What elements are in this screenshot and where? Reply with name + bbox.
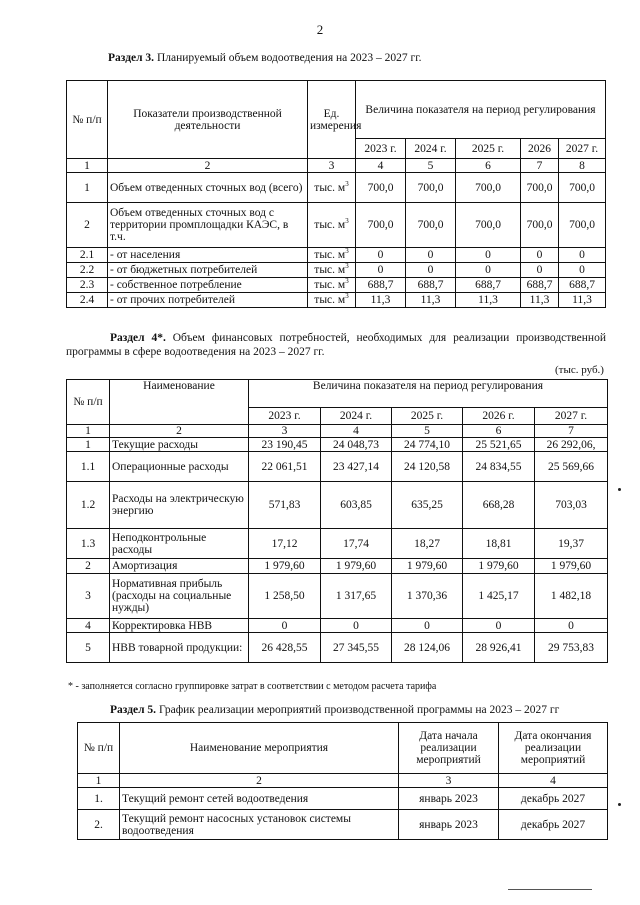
s4-year: 2024 г.: [321, 408, 392, 425]
row-name: Текущие расходы: [110, 438, 249, 452]
row-value: 0: [249, 619, 321, 633]
row-number: 1.: [78, 788, 120, 810]
s4-col-index: 5: [392, 425, 463, 438]
s4-col-index: 6: [463, 425, 535, 438]
row-value: 688,7: [356, 278, 406, 293]
row-number: 1.3: [67, 529, 110, 559]
row-value: 25 569,66: [535, 452, 608, 482]
table-row: [67, 438, 608, 452]
row-value: 17,74: [321, 529, 392, 559]
table-row: [67, 278, 606, 293]
s5-col-index: 2: [120, 774, 399, 788]
row-value: 0: [321, 619, 392, 633]
row-value: 11,3: [406, 293, 456, 308]
s4-col-index: 3: [249, 425, 321, 438]
s3-year: 2027 г.: [559, 139, 606, 159]
row-number: 2.1: [67, 248, 108, 263]
row-number: 4: [67, 619, 110, 633]
s3-col-index: 4: [356, 159, 406, 173]
table-row: [67, 619, 608, 633]
row-value: 28 926,41: [463, 633, 535, 663]
unit-sup: 3: [345, 217, 349, 226]
row-number: 5: [67, 633, 110, 663]
row-value: 688,7: [521, 278, 559, 293]
row-value: 700,0: [456, 173, 521, 203]
s4-col-index: 4: [321, 425, 392, 438]
s5-col-index: 4: [499, 774, 608, 788]
row-value: 0: [406, 248, 456, 263]
row-name: - от населения: [108, 248, 308, 263]
unit-text: тыс. м: [314, 219, 346, 231]
table-row: [67, 482, 608, 529]
row-value: 603,85: [321, 482, 392, 529]
s3-header-value: Величина показателя на период регулирования: [356, 81, 606, 139]
row-value: 28 124,06: [392, 633, 463, 663]
row-number: 2: [67, 559, 110, 574]
row-value: 635,25: [392, 482, 463, 529]
row-unit: [308, 293, 356, 308]
row-value: 0: [456, 263, 521, 278]
row-name: - от бюджетных потребителей: [108, 263, 308, 278]
row-value: 700,0: [356, 203, 406, 248]
row-value: 0: [392, 619, 463, 633]
s3-header-unit: Ед. измерения: [308, 81, 356, 159]
row-value: 1 979,60: [249, 559, 321, 574]
row-start: январь 2023: [399, 788, 499, 810]
row-value: 1 979,60: [392, 559, 463, 574]
row-value: 700,0: [559, 173, 606, 203]
row-value: 1 482,18: [535, 574, 608, 619]
row-value: 700,0: [521, 203, 559, 248]
row-number: 1: [67, 173, 108, 203]
row-value: 17,12: [249, 529, 321, 559]
table-row: [67, 452, 608, 482]
table-row: [67, 574, 608, 619]
s3-col-index: 6: [456, 159, 521, 173]
row-end: декабрь 2027: [499, 788, 608, 810]
row-value: 0: [559, 248, 606, 263]
s3-year: 2024 г.: [406, 139, 456, 159]
s5-header-num: № п/п: [78, 723, 120, 774]
row-name: Объем отведенных сточных вод (всего): [108, 173, 308, 203]
row-value: 0: [463, 619, 535, 633]
unit-sup: 3: [345, 277, 349, 286]
s3-col-index: 7: [521, 159, 559, 173]
s3-col-index: 5: [406, 159, 456, 173]
s3-col-index: 2: [108, 159, 308, 173]
s3-col-index: 3: [308, 159, 356, 173]
row-name: НВВ товарной продукции:: [110, 633, 249, 663]
scan-speck: [618, 488, 621, 491]
scan-line: [508, 889, 592, 890]
row-value: 1 258,50: [249, 574, 321, 619]
s4-col-index: 2: [110, 425, 249, 438]
unit-text: тыс. м: [314, 249, 346, 261]
section-3-title-bold: Раздел 3.: [108, 52, 155, 64]
s4-header-num: № п/п: [67, 380, 110, 425]
row-name: Текущий ремонт сетей водоотведения: [120, 788, 399, 810]
row-name: Объем отведенных сточных вод с территории промплощадки КАЭС, в т.ч.: [108, 203, 308, 248]
row-end: декабрь 2027: [499, 810, 608, 840]
row-number: 3: [67, 574, 110, 619]
row-value: 703,03: [535, 482, 608, 529]
s4-header-name: Наименование: [110, 380, 249, 425]
s3-header-indicator: Показатели производственной деятельности: [108, 81, 308, 159]
row-value: 27 345,55: [321, 633, 392, 663]
unit-sup: 3: [345, 292, 349, 301]
s3-year: 2026: [521, 139, 559, 159]
unit-sup: 3: [345, 179, 349, 188]
row-value: 1 979,60: [321, 559, 392, 574]
row-value: 1 370,36: [392, 574, 463, 619]
row-value: 0: [356, 263, 406, 278]
row-value: 700,0: [356, 173, 406, 203]
row-value: 23 427,14: [321, 452, 392, 482]
section-5-title-text: График реализации мероприятий производственной программы на 2023 – 2027 гг: [156, 704, 560, 716]
s4-col-index: 1: [67, 425, 110, 438]
s5-header-start: Дата начала реализации мероприятий: [399, 723, 499, 774]
row-value: 26 292,06,: [535, 438, 608, 452]
row-value: 25 521,65: [463, 438, 535, 452]
table-row: [78, 810, 608, 840]
section-5-table: [77, 722, 608, 840]
s5-header-end: Дата окончания реализации мероприятий: [499, 723, 608, 774]
row-name: Корректировка НВВ: [110, 619, 249, 633]
row-number: 2.2: [67, 263, 108, 278]
s4-year: 2023 г.: [249, 408, 321, 425]
row-value: 11,3: [521, 293, 559, 308]
row-value: 24 834,55: [463, 452, 535, 482]
row-number: 2: [67, 203, 108, 248]
row-unit: [308, 203, 356, 248]
unit-text: тыс. м: [314, 294, 346, 306]
row-name: Операционные расходы: [110, 452, 249, 482]
s3-year: 2023 г.: [356, 139, 406, 159]
row-value: 0: [535, 619, 608, 633]
table-row: [67, 263, 606, 278]
row-value: 688,7: [456, 278, 521, 293]
unit-text: тыс. м: [314, 279, 346, 291]
row-value: 11,3: [559, 293, 606, 308]
table-row: [67, 203, 606, 248]
s3-year: 2025 г.: [456, 139, 521, 159]
row-value: 23 190,45: [249, 438, 321, 452]
section-4-title: [66, 331, 606, 359]
s4-year: 2025 г.: [392, 408, 463, 425]
row-value: 0: [356, 248, 406, 263]
row-value: 571,83: [249, 482, 321, 529]
row-value: 700,0: [521, 173, 559, 203]
row-value: 0: [406, 263, 456, 278]
unit-text: тыс. м: [314, 181, 346, 194]
row-unit: [308, 263, 356, 278]
units-note: (тыс. руб.): [555, 364, 604, 376]
row-number: 1: [67, 438, 110, 452]
row-value: 1 425,17: [463, 574, 535, 619]
table-row: [67, 529, 608, 559]
table-row: [67, 559, 608, 574]
row-unit: [308, 248, 356, 263]
footnote: * - заполняется согласно группировке затрат в соответствии с методом расчета тарифа: [68, 681, 437, 692]
s5-header-name: Наименование мероприятия: [120, 723, 399, 774]
row-value: 19,37: [535, 529, 608, 559]
row-name: Неподконтрольные расходы: [110, 529, 249, 559]
row-value: 18,27: [392, 529, 463, 559]
row-value: 688,7: [559, 278, 606, 293]
section-4-title-bold: Раздел 4*.: [110, 332, 166, 344]
row-value: 1 979,60: [463, 559, 535, 574]
row-start: январь 2023: [399, 810, 499, 840]
row-value: 1 317,65: [321, 574, 392, 619]
section-3-title: [108, 51, 608, 65]
row-value: 0: [521, 263, 559, 278]
table-row: [67, 633, 608, 663]
table-row: [67, 293, 606, 308]
row-value: 11,3: [356, 293, 406, 308]
row-value: 700,0: [559, 203, 606, 248]
row-unit: [308, 278, 356, 293]
table-row: [67, 173, 606, 203]
row-name: Амортизация: [110, 559, 249, 574]
row-value: 18,81: [463, 529, 535, 559]
scan-speck: [618, 803, 621, 806]
page-number: 2: [316, 22, 324, 37]
row-number: 2.3: [67, 278, 108, 293]
section-5-title-bold: Раздел 5.: [110, 704, 157, 716]
section-4-table: [66, 379, 608, 663]
row-value: 0: [521, 248, 559, 263]
row-number: 2.4: [67, 293, 108, 308]
s4-header-value: Величина показателя на период регулирования: [249, 380, 608, 408]
row-unit: [308, 173, 356, 203]
row-value: 11,3: [456, 293, 521, 308]
s4-year: 2026 г.: [463, 408, 535, 425]
row-value: 700,0: [456, 203, 521, 248]
row-name: Нормативная прибыль (расходы на социальные нужды): [110, 574, 249, 619]
row-number: 1.2: [67, 482, 110, 529]
row-number: 2.: [78, 810, 120, 840]
section-5-title: [110, 703, 610, 717]
row-value: 26 428,55: [249, 633, 321, 663]
row-value: 24 120,58: [392, 452, 463, 482]
s5-col-index: 1: [78, 774, 120, 788]
s5-col-index: 3: [399, 774, 499, 788]
row-number: 1.1: [67, 452, 110, 482]
unit-sup: 3: [345, 247, 349, 256]
row-value: 24 048,73: [321, 438, 392, 452]
table-row: [67, 248, 606, 263]
row-value: 1 979,60: [535, 559, 608, 574]
unit-sup: 3: [345, 262, 349, 271]
row-value: 668,28: [463, 482, 535, 529]
section-3-table: [66, 80, 606, 308]
row-name: - собственное потребление: [108, 278, 308, 293]
section-4-title-text: Объем финансовых потребностей, необходимых для реализации производственной программы в сфере водоотведения на 2023 – 2027 гг.: [66, 332, 606, 358]
row-value: 24 774,10: [392, 438, 463, 452]
table-row: [78, 788, 608, 810]
unit-text: тыс. м: [314, 264, 346, 276]
row-value: 29 753,83: [535, 633, 608, 663]
row-name: - от прочих потребителей: [108, 293, 308, 308]
row-value: 688,7: [406, 278, 456, 293]
row-name: Расходы на электрическую энергию: [110, 482, 249, 529]
row-name: Текущий ремонт насосных установок системы водоотведения: [120, 810, 399, 840]
row-value: 700,0: [406, 203, 456, 248]
row-value: 0: [456, 248, 521, 263]
s3-col-index: 1: [67, 159, 108, 173]
s3-col-index: 8: [559, 159, 606, 173]
section-3-title-text: Планируемый объем водоотведения на 2023 – 2027 гг.: [154, 52, 422, 64]
s3-header-num: № п/п: [67, 81, 108, 159]
s4-year: 2027 г.: [535, 408, 608, 425]
row-value: 22 061,51: [249, 452, 321, 482]
row-value: 700,0: [406, 173, 456, 203]
row-value: 0: [559, 263, 606, 278]
s4-col-index: 7: [535, 425, 608, 438]
